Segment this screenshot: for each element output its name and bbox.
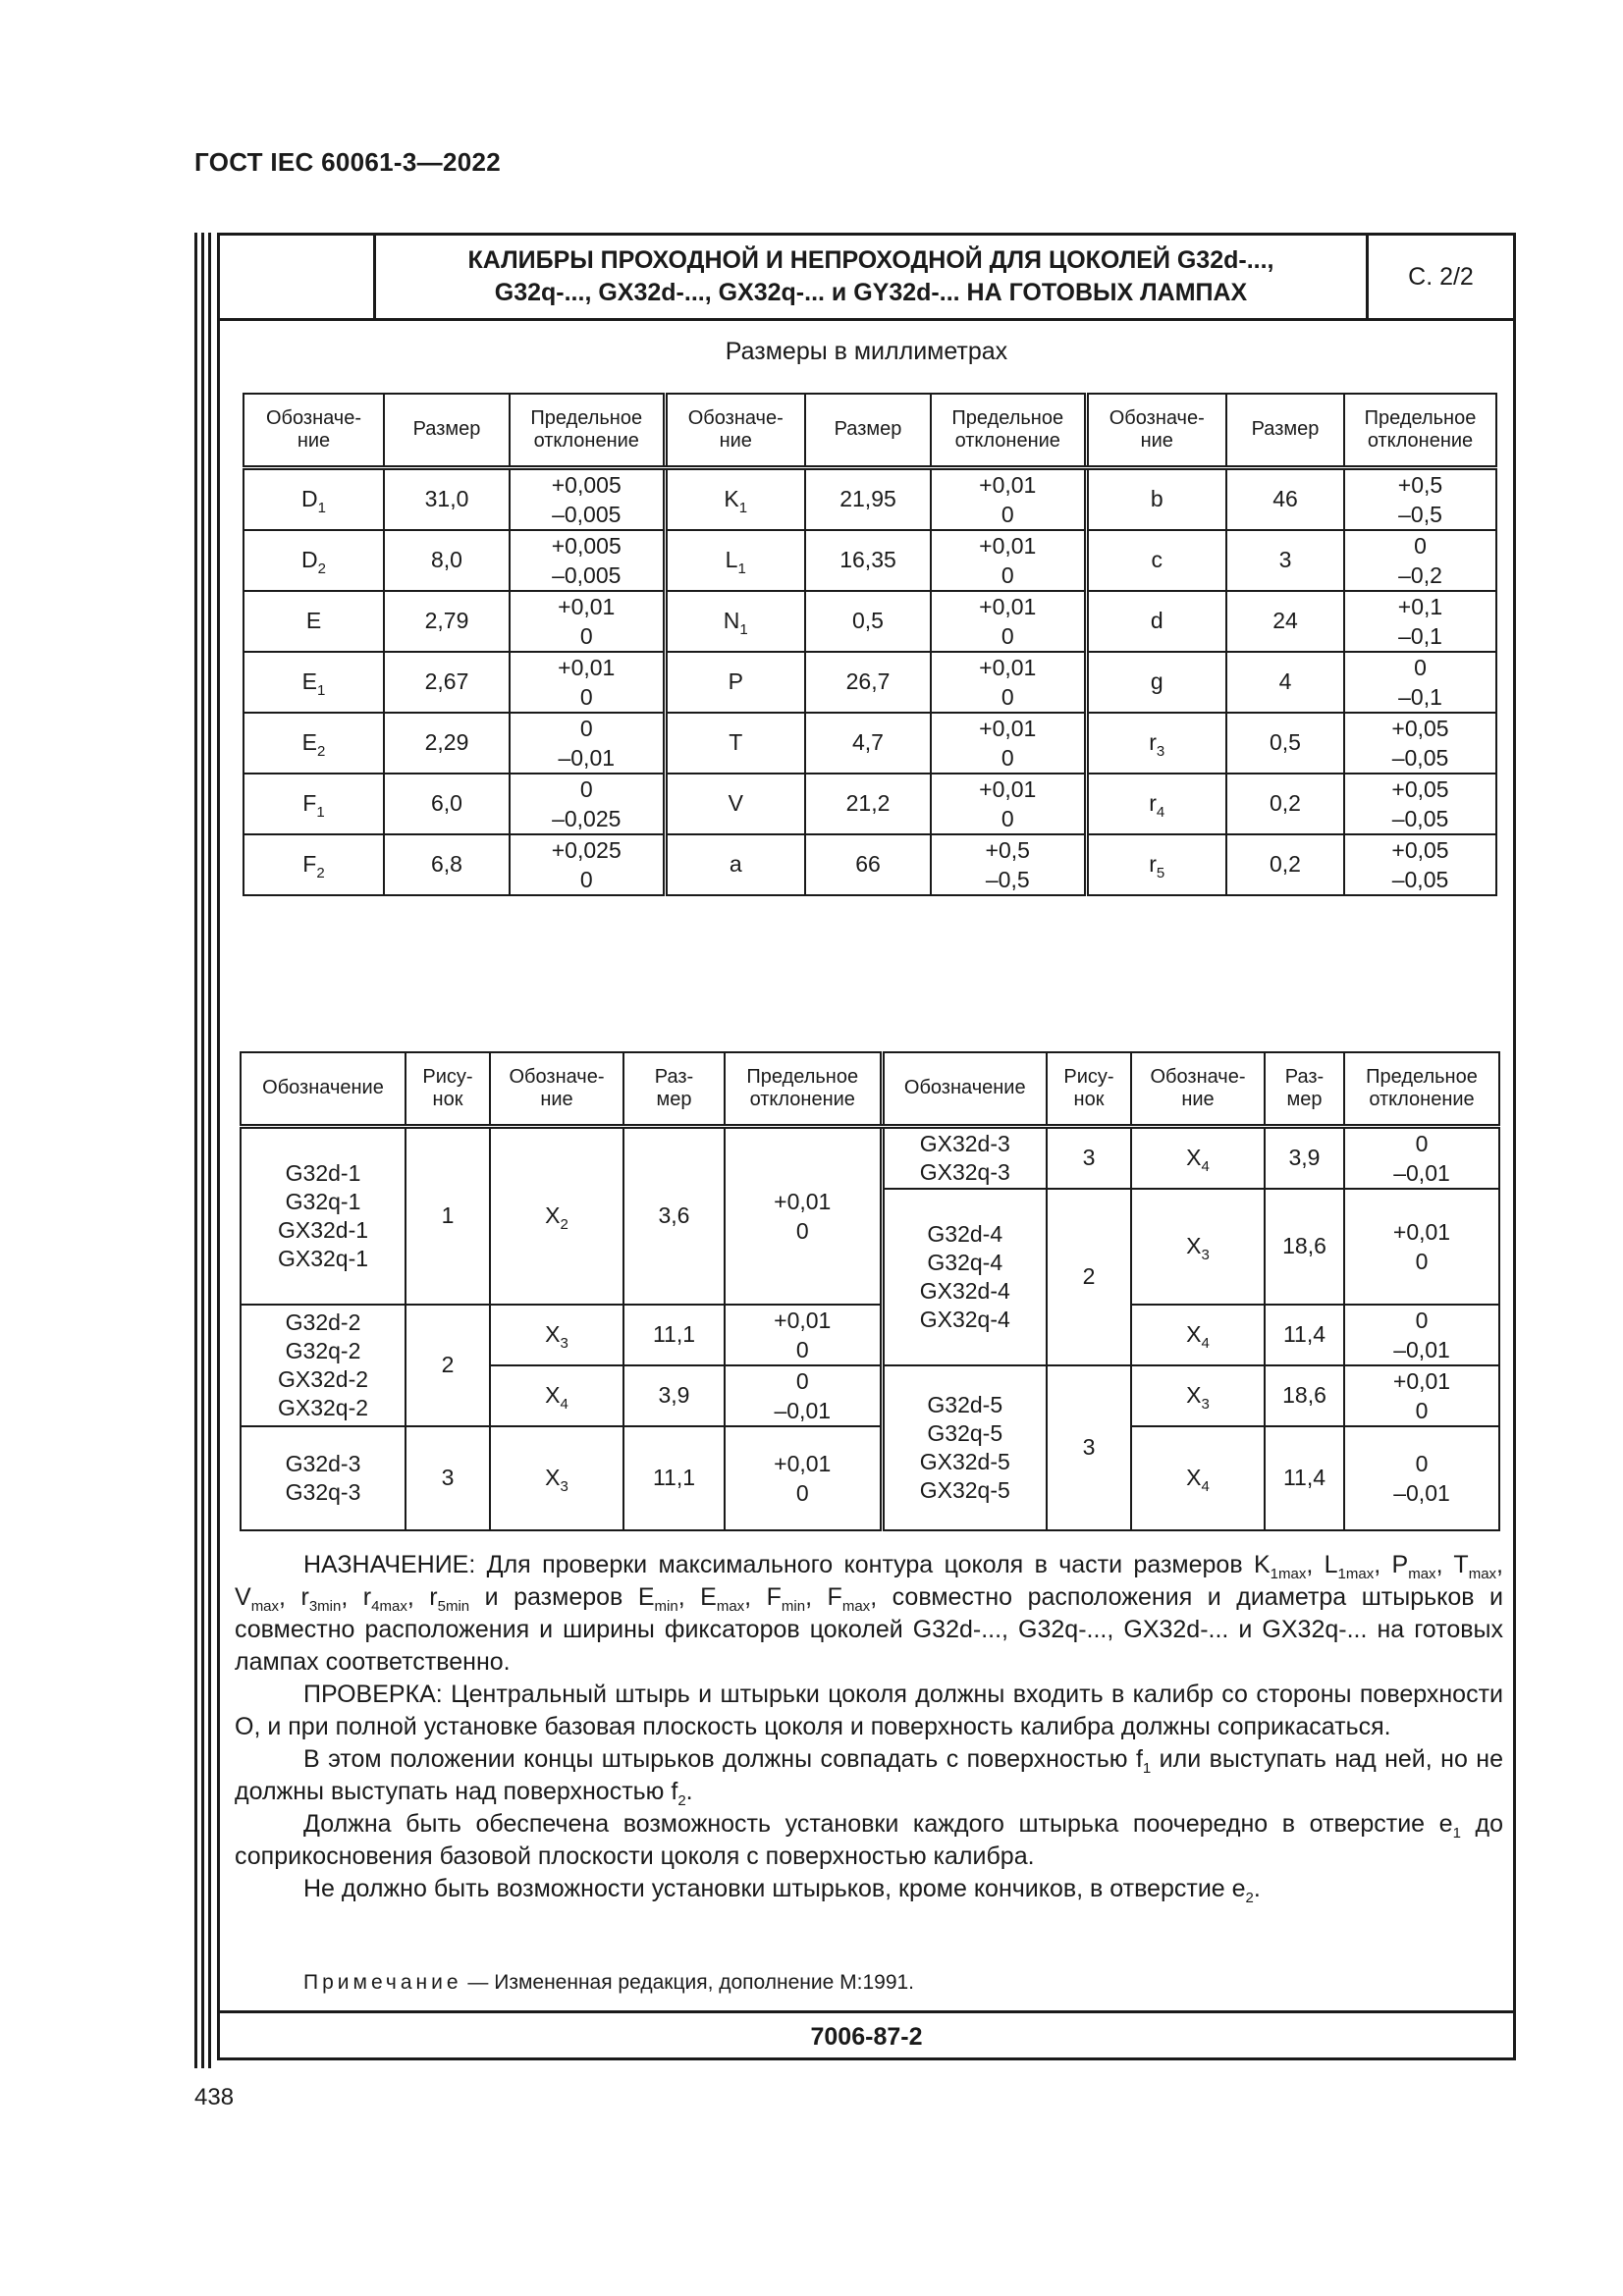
- tolerance-cell: 0 –0,01: [1344, 1426, 1499, 1530]
- column-header: Предельное отклонение: [725, 1052, 882, 1126]
- symbol-cell: $K_1$: [665, 467, 805, 530]
- tolerance-cell: 0 –0,01: [1344, 1126, 1499, 1189]
- tolerance-cell: +0,5 –0,5: [931, 834, 1086, 895]
- symbol-cell: $X_3$: [1131, 1189, 1265, 1305]
- subscript: 1: [737, 561, 746, 577]
- tolerance-cell: +0,05 –0,05: [1344, 713, 1496, 774]
- symbol-cell: $N_1$: [665, 591, 805, 652]
- size-cell: 0,5: [805, 591, 931, 652]
- base-cell: G32d-2 G32q-2 GX32d-2 GX32q-2: [241, 1305, 406, 1426]
- column-header: Раз- мер: [1265, 1052, 1344, 1126]
- subscript: 1: [316, 804, 325, 821]
- standard-header: ГОСТ IEC 60061-3—2022: [194, 147, 501, 177]
- size-cell: 0,5: [1226, 713, 1344, 774]
- tolerance-cell: +0,01 0: [931, 591, 1086, 652]
- table-row: [243, 591, 1496, 652]
- symbol-cell: P: [665, 652, 805, 713]
- symbol-cell: $D_1$: [243, 467, 384, 530]
- figure-cell: 2: [1047, 1189, 1131, 1365]
- column-header: Рису- нок: [1047, 1052, 1131, 1126]
- symbol-cell: $X_4$: [1131, 1305, 1265, 1365]
- tolerance-cell: +0,01 0: [931, 713, 1086, 774]
- subscript: 2: [317, 561, 326, 577]
- dimensions-table: [243, 393, 1497, 896]
- symbol-cell: $r_4$: [1086, 774, 1226, 834]
- size-cell: 2,79: [384, 591, 510, 652]
- tolerance-cell: +0,1 –0,1: [1344, 591, 1496, 652]
- column-header: Обозначе- ние: [243, 394, 384, 467]
- table-row: [243, 713, 1496, 774]
- table-row: [241, 1126, 1499, 1189]
- sheet-page-label: С. 2/2: [1408, 262, 1474, 291]
- tolerance-cell: +0,01 0: [725, 1126, 882, 1305]
- size-cell: 2,67: [384, 652, 510, 713]
- hole-e1-paragraph: Должна быть обеспечена возможность установки каждого штырька поочередно в отверстие $e_1$ до соприкосновения базовой плоскости цоколя с поверхностью калибра.: [235, 1810, 1503, 1870]
- table-row: [241, 1426, 1499, 1478]
- subscript: 3: [1156, 743, 1165, 760]
- tolerance-cell: +0,5 –0,5: [1344, 467, 1496, 530]
- subscript: 3: [560, 1478, 568, 1495]
- column-header: Раз- мер: [623, 1052, 725, 1126]
- column-header: Предельное отклонение: [1344, 1052, 1499, 1126]
- tolerance-cell: +0,01 0: [510, 591, 665, 652]
- size-cell: 0,2: [1226, 834, 1344, 895]
- symbol-cell: $L_1$: [665, 530, 805, 591]
- size-cell: 21,2: [805, 774, 931, 834]
- base-cell: G32d-5 G32q-5 GX32d-5 GX32q-5: [882, 1365, 1047, 1530]
- purpose-paragraph: НАЗНАЧЕНИЕ: Для проверки максимального контура цоколя в части размеров $K_{1max}$, $L_{1max}$, $P_{max}$, $T_{max}$, $V_{max}$, $r_{3min}$, $r_{4max}$, $r_{5min}$ и размеров $E_{min}$, $E_{max}$, $F_{min}$, $F_{max}$, совместно расположения и диаметра штырьков и совместно расположения и ширины фиксаторов цоколей G32d-..., G32q-..., GX32d-... и GX32q-... на готовых лампах соответственно.: [235, 1551, 1504, 1676]
- subscript: 5: [1156, 865, 1165, 881]
- symbol-cell: $r_3$: [1086, 713, 1226, 774]
- tolerance-cell: 0 –0,2: [1344, 530, 1496, 591]
- sheet-code: 7006-87-2: [220, 2010, 1513, 2060]
- tolerance-cell: +0,05 –0,05: [1344, 774, 1496, 834]
- note-text: — Измененная редакция, дополнение М:1991.: [461, 1971, 915, 1994]
- tolerance-cell: +0,01 0: [725, 1305, 882, 1365]
- size-cell: 3,6: [623, 1126, 725, 1305]
- size-cell: 4: [1226, 652, 1344, 713]
- symbol-cell: d: [1086, 591, 1226, 652]
- subscript: 4: [1201, 1478, 1210, 1495]
- tolerance-cell: +0,01 0: [931, 467, 1086, 530]
- column-header: Рису- нок: [406, 1052, 490, 1126]
- symbol-cell: T: [665, 713, 805, 774]
- base-cell: G32d-1 G32q-1 GX32d-1 GX32q-1: [241, 1126, 406, 1305]
- note: [303, 1971, 914, 1995]
- size-cell: 18,6: [1265, 1365, 1344, 1426]
- table-row: [243, 774, 1496, 834]
- title-line: КАЛИБРЫ ПРОХОДНОЙ И НЕПРОХОДНОЙ ДЛЯ ЦОКОЛЕЙ G32d-...,: [467, 246, 1274, 274]
- subscript: 4: [1201, 1158, 1210, 1175]
- tolerance-cell: +0,005 –0,005: [510, 467, 665, 530]
- size-cell: 21,95: [805, 467, 931, 530]
- description-text: [235, 1549, 1503, 1905]
- margin-rule: [201, 233, 204, 2068]
- column-header: Предельное отклонение: [510, 394, 665, 467]
- subscript: 4: [560, 1396, 568, 1413]
- subscript: 2: [317, 743, 326, 760]
- symbol-cell: g: [1086, 652, 1226, 713]
- sheet-title: [376, 236, 1369, 318]
- symbol-cell: $E_1$: [243, 652, 384, 713]
- size-cell: 11,1: [623, 1426, 725, 1530]
- size-cell: 11,4: [1265, 1305, 1344, 1365]
- tolerance-cell: +0,01 0: [1344, 1365, 1499, 1426]
- table-row: [243, 834, 1496, 895]
- pins-paragraph: В этом положении концы штырьков должны совпадать с поверхностью $f_1$ или выступать над ней, но не должны выступать над поверхностью $f_2$.: [235, 1745, 1503, 1809]
- column-header: Обозначение: [241, 1052, 406, 1126]
- size-cell: 6,0: [384, 774, 510, 834]
- column-header: Предельное отклонение: [931, 394, 1086, 467]
- base-cell: G32d-3 G32q-3: [241, 1426, 406, 1530]
- column-header: Обозначе- ние: [490, 1052, 623, 1126]
- tolerance-cell: 0 –0,01: [1344, 1305, 1499, 1365]
- size-cell: 26,7: [805, 652, 931, 713]
- subscript: 1: [739, 621, 748, 638]
- tolerance-cell: 0 –0,01: [725, 1365, 882, 1426]
- size-cell: 3,9: [623, 1365, 725, 1426]
- size-cell: 6,8: [384, 834, 510, 895]
- symbol-cell: $X_3$: [1131, 1365, 1265, 1426]
- size-cell: 16,35: [805, 530, 931, 591]
- subscript: 4: [1156, 804, 1165, 821]
- size-cell: 2,29: [384, 713, 510, 774]
- figure-cell: 3: [1047, 1126, 1131, 1189]
- margin-rule: [194, 233, 197, 2068]
- symbol-cell: b: [1086, 467, 1226, 530]
- tolerance-cell: +0,025 0: [510, 834, 665, 895]
- figure-cell: 3: [406, 1426, 490, 1530]
- column-header: Предельное отклонение: [1344, 394, 1496, 467]
- base-cell: GX32d-3 GX32q-3: [882, 1126, 1047, 1189]
- symbol-cell: $X_4$: [1131, 1126, 1265, 1189]
- figure-cell: 3: [1047, 1365, 1131, 1530]
- size-cell: 11,1: [623, 1305, 725, 1365]
- title-blank-cell: [220, 236, 376, 318]
- size-cell: 4,7: [805, 713, 931, 774]
- tolerance-cell: 0 –0,1: [1344, 652, 1496, 713]
- subscript: 3: [560, 1335, 568, 1352]
- size-cell: 11,4: [1265, 1426, 1344, 1530]
- table-row: [243, 530, 1496, 591]
- column-header: Размер: [805, 394, 931, 467]
- column-header: Размер: [1226, 394, 1344, 467]
- tolerance-cell: +0,01 0: [725, 1426, 882, 1530]
- fixture-table: [240, 1051, 1500, 1531]
- tolerance-cell: 0 –0,01: [510, 713, 665, 774]
- size-cell: 24: [1226, 591, 1344, 652]
- symbol-cell: V: [665, 774, 805, 834]
- subscript: 1: [317, 682, 326, 699]
- table-row: [243, 467, 1496, 530]
- tolerance-cell: +0,05 –0,05: [1344, 834, 1496, 895]
- table-row: [243, 652, 1496, 713]
- tolerance-cell: +0,01 0: [931, 530, 1086, 591]
- size-cell: 18,6: [1265, 1189, 1344, 1305]
- symbol-cell: $X_3$: [490, 1426, 623, 1530]
- units-caption: Размеры в миллиметрах: [725, 338, 1008, 365]
- tolerance-cell: +0,005 –0,005: [510, 530, 665, 591]
- base-cell: G32d-4 G32q-4 GX32d-4 GX32q-4: [882, 1189, 1047, 1365]
- symbol-cell: $X_2$: [490, 1126, 623, 1305]
- size-cell: 46: [1226, 467, 1344, 530]
- symbol-cell: $X_4$: [490, 1365, 623, 1426]
- symbol-cell: $F_1$: [243, 774, 384, 834]
- subscript: 3: [1201, 1247, 1210, 1263]
- column-header: Обозначе- ние: [665, 394, 805, 467]
- subscript: 3: [1201, 1396, 1210, 1413]
- size-cell: 0,2: [1226, 774, 1344, 834]
- size-cell: 3: [1226, 530, 1344, 591]
- margin-rule: [208, 233, 211, 2068]
- sheet-frame: [217, 233, 1516, 2060]
- subscript: 1: [738, 500, 748, 516]
- figure-cell: 2: [406, 1305, 490, 1426]
- symbol-cell: c: [1086, 530, 1226, 591]
- title-line: G32q-..., GX32d-..., GX32q-... и GY32d-... НА ГОТОВЫХ ЛАМПАХ: [494, 279, 1248, 306]
- size-cell: 66: [805, 834, 931, 895]
- size-cell: 8,0: [384, 530, 510, 591]
- table-row: [241, 1305, 1499, 1365]
- title-row: [220, 236, 1513, 321]
- size-cell: 31,0: [384, 467, 510, 530]
- subscript: 2: [316, 865, 325, 881]
- figure-cell: 1: [406, 1126, 490, 1305]
- tolerance-cell: +0,01 0: [510, 652, 665, 713]
- subscript: 4: [1201, 1335, 1210, 1352]
- page-number: 438: [194, 2084, 235, 2110]
- column-header: Размер: [384, 394, 510, 467]
- tolerance-cell: +0,01 0: [931, 774, 1086, 834]
- column-header: Обозначение: [882, 1052, 1047, 1126]
- tolerance-cell: 0 –0,025: [510, 774, 665, 834]
- check-paragraph: ПРОВЕРКА: Центральный штырь и штырьки цоколя должны входить в калибр со стороны поверхности О, и при полной установке базовая плоскость цоколя и поверхность калибра должны соприкасаться.: [235, 1681, 1503, 1740]
- subscript: 1: [317, 500, 326, 516]
- symbol-cell: $D_2$: [243, 530, 384, 591]
- symbol-cell: $X_3$: [490, 1305, 623, 1365]
- size-cell: 3,9: [1265, 1126, 1344, 1189]
- column-header: Обозначе- ние: [1131, 1052, 1265, 1126]
- tolerance-cell: +0,01 0: [931, 652, 1086, 713]
- note-label: Примечание: [303, 1971, 462, 1994]
- symbol-cell: E: [243, 591, 384, 652]
- column-header: Обозначе- ние: [1086, 394, 1226, 467]
- symbol-cell: a: [665, 834, 805, 895]
- symbol-cell: $F_2$: [243, 834, 384, 895]
- symbol-cell: $r_5$: [1086, 834, 1226, 895]
- symbol-cell: $X_4$: [1131, 1426, 1265, 1530]
- tolerance-cell: +0,01 0: [1344, 1189, 1499, 1305]
- hole-e2-paragraph: Не должно быть возможности установки штырьков, кроме кончиков, в отверстие $e_2$.: [303, 1875, 1261, 1906]
- symbol-cell: $E_2$: [243, 713, 384, 774]
- subscript: 2: [560, 1216, 568, 1233]
